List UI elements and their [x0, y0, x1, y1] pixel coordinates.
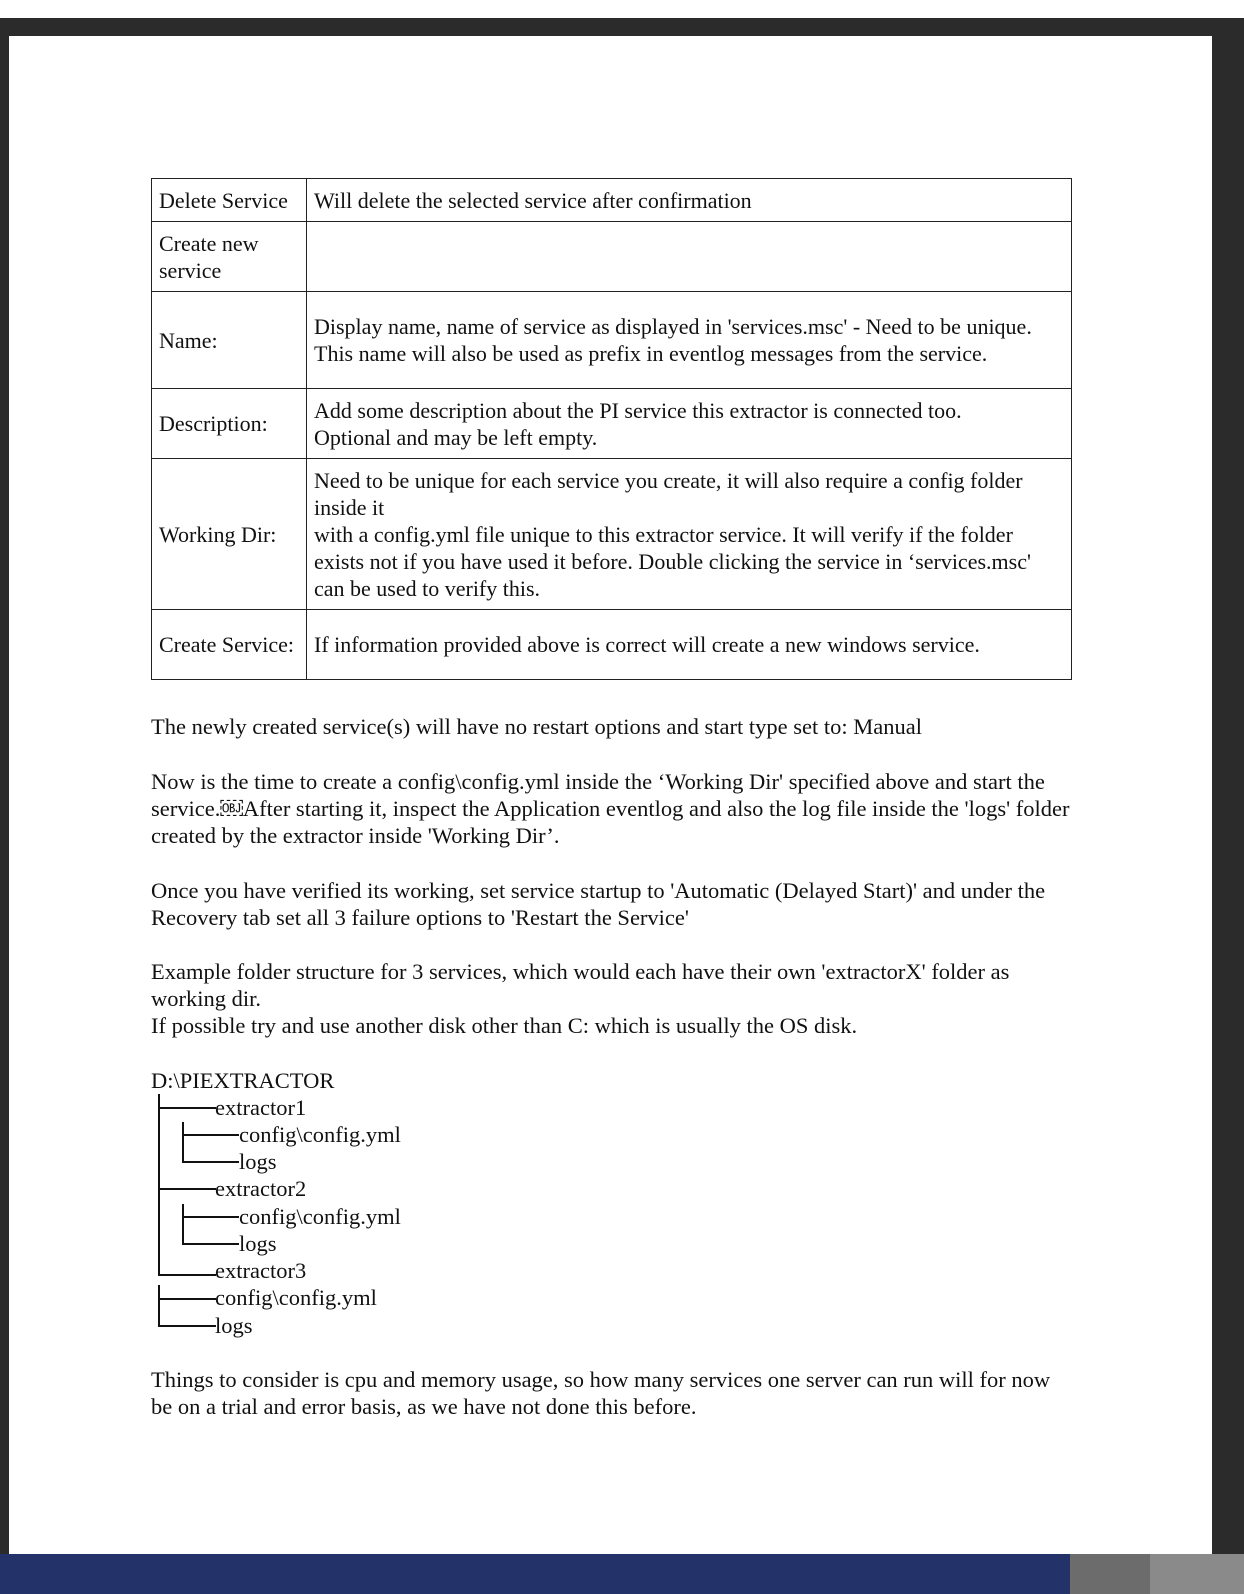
paragraph-line: If possible try and use another disk other than C: which is usually the OS disk.: [151, 1013, 858, 1038]
table-row: [152, 292, 1072, 389]
table-key-cell: Create Service:: [152, 610, 307, 680]
folder-tree: [151, 1067, 571, 1347]
table-key-cell: Working Dir:: [152, 459, 307, 610]
tree-item-config: config\config.yml: [215, 1285, 377, 1310]
table-row: [152, 389, 1072, 459]
table-key-cell: Delete Service: [152, 179, 307, 222]
paragraph-considerations: Things to consider is cpu and memory usage, so how many services one server can run will for now be on a trial and error basis, as we have not done this before.: [151, 1367, 1051, 1419]
table-value-cell: If information provided above is correct will create a new windows service.: [307, 610, 1072, 680]
tree-item-logs: logs: [239, 1149, 277, 1174]
tree-line: [158, 1285, 160, 1326]
tree-line: [158, 1094, 160, 1275]
tree-root: D:\PIEXTRACTOR: [151, 1068, 335, 1093]
tree-line: [182, 1161, 239, 1163]
tree-line: [158, 1107, 216, 1109]
paragraph-restart-options: The newly created service(s) will have no restart options and start type set to: Manual: [151, 714, 922, 739]
tree-item-config: config\config.yml: [239, 1122, 401, 1147]
tree-line: [158, 1325, 216, 1327]
table-key-cell: Description:: [152, 389, 307, 459]
tree-line: [182, 1204, 184, 1244]
table-value-cell: Will delete the selected service after confirmation: [307, 179, 1072, 222]
window-top-strip: [0, 0, 1244, 18]
tree-line: [182, 1134, 239, 1136]
paragraph-create-config: Now is the time to create a config\config.yml inside the ‘Working Dir' specified above and start the service.￼After starting it, inspect the Application eventlog and also the log file inside the 'logs' folder created by the extractor inside 'Working Dir’.: [151, 769, 1070, 848]
tree-item-extractor: extractor2: [215, 1176, 307, 1201]
table-key-cell: Name:: [152, 292, 307, 389]
tree-line: [158, 1188, 216, 1190]
service-options-table: [151, 178, 1072, 680]
paragraph-example-structure: [151, 958, 1071, 1039]
tree-item-logs: logs: [239, 1231, 277, 1256]
tree-item-logs: logs: [215, 1313, 253, 1338]
status-bar: [0, 1554, 1244, 1594]
table-value-cell: [307, 222, 1072, 292]
table-row: [152, 610, 1072, 680]
table-row: [152, 222, 1072, 292]
table-value-cell: Display name, name of service as displayed in 'services.msc' - Need to be unique. This name will also be used as prefix in eventlog messages from the service.: [307, 292, 1072, 389]
table-row: [152, 179, 1072, 222]
paragraph-line: Example folder structure for 3 services, which would each have their own 'extractorX' folder as working dir.: [151, 959, 1010, 1011]
status-bar-segment: [1150, 1554, 1244, 1594]
tree-line: [158, 1298, 216, 1300]
tree-item-extractor: extractor1: [215, 1095, 307, 1120]
tree-line: [182, 1243, 239, 1245]
tree-item-extractor: extractor3: [215, 1258, 307, 1283]
tree-line: [158, 1274, 216, 1276]
table-value-cell: Need to be unique for each service you create, it will also require a config folder inside it with a config.yml file unique to this extractor service. It will verify if the folder exists not if you have used it before. Double clicking the service in ‘services.msc' can be used to verify this.: [307, 459, 1072, 610]
table-value-cell: Add some description about the PI service this extractor is connected too. Optional and may be left empty.: [307, 389, 1072, 459]
tree-item-config: config\config.yml: [239, 1204, 401, 1229]
tree-line: [182, 1122, 184, 1162]
table-row: [152, 459, 1072, 610]
status-bar-segment: [1070, 1554, 1150, 1594]
tree-line: [182, 1216, 239, 1218]
paragraph-startup-recovery: Once you have verified its working, set service startup to 'Automatic (Delayed Start)' and under the Recovery tab set all 3 failure options to 'Restart the Service': [151, 878, 1046, 930]
table-key-cell: Create new service: [152, 222, 307, 292]
